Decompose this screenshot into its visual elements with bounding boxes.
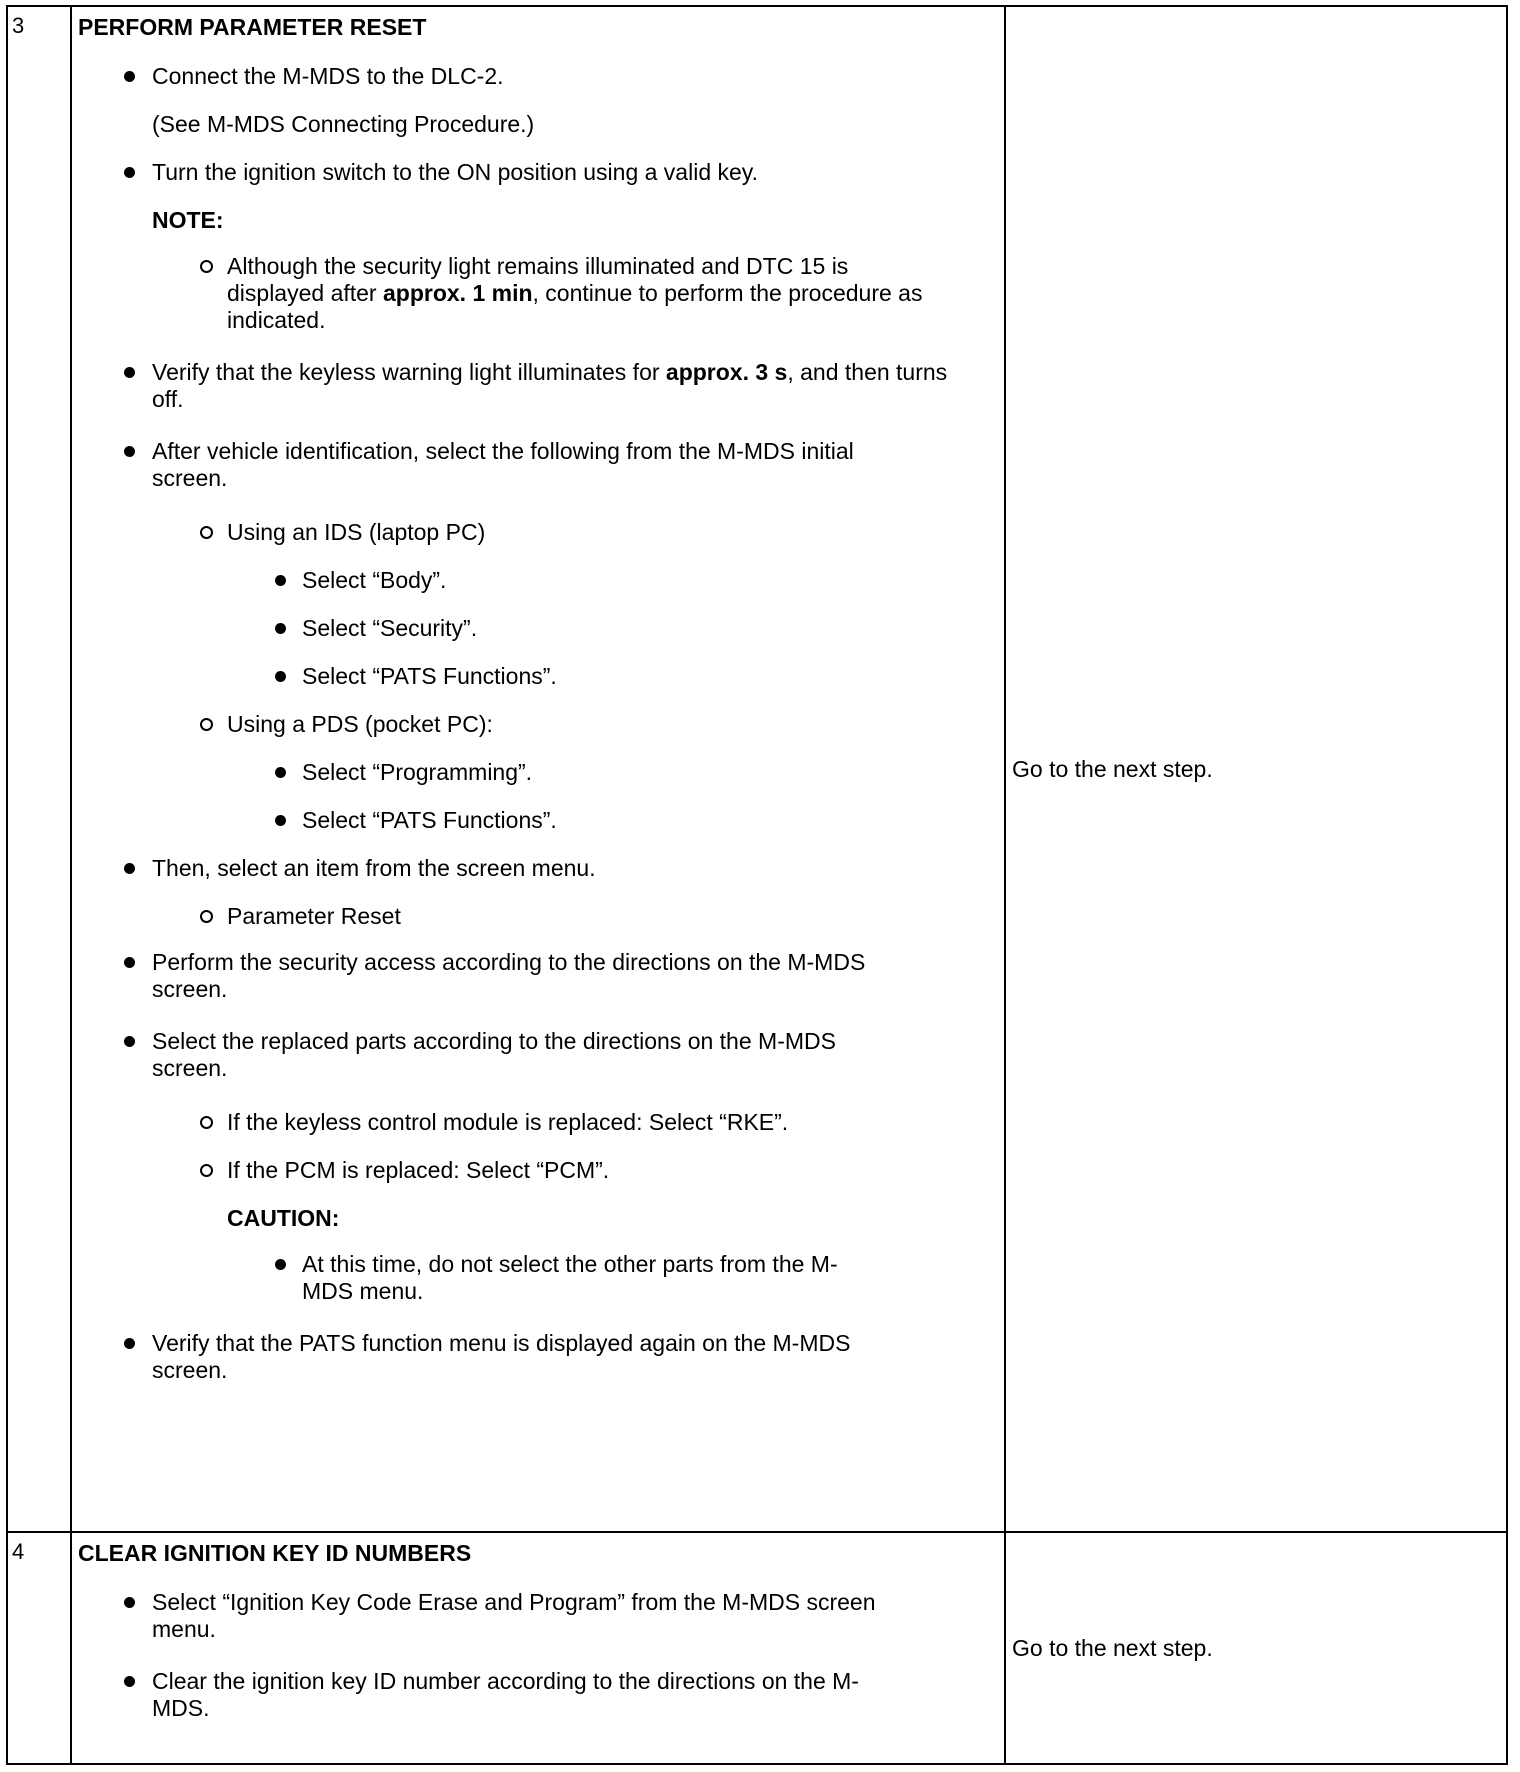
list-item: If the keyless control module is replaced: Select “RKE”.: [78, 1107, 964, 1137]
list-item: Verify that the PATS function menu is displayed again on the M-MDS screen.: [78, 1330, 964, 1384]
list-item: After vehicle identification, select the following from the M-MDS initial screen.: [78, 438, 964, 492]
step-title: PERFORM PARAMETER RESET: [78, 14, 427, 40]
bullet-icon: [124, 949, 135, 976]
list-item: Select “Ignition Key Code Erase and Program” from the M-MDS screen menu.: [78, 1589, 964, 1643]
list-item: Connect the M-MDS to the DLC-2.: [78, 61, 964, 91]
list-item: Using an IDS (laptop PC): [78, 517, 964, 547]
bullet-icon: [275, 661, 286, 691]
bullet-icon: [275, 757, 286, 787]
see-reference: (See M-MDS Connecting Procedure.): [152, 111, 535, 137]
caution-label: CAUTION:: [227, 1205, 340, 1231]
list-item: Select “Body”.: [78, 565, 964, 595]
list-item: Select “PATS Functions”.: [78, 805, 964, 835]
bullet-icon: [275, 613, 286, 643]
step-row-4: [7, 1532, 1507, 1764]
bullet-icon: [124, 1330, 135, 1357]
step-row-3: [7, 6, 1507, 1532]
circle-bullet-icon: [200, 901, 213, 931]
list-item: Parameter Reset: [78, 901, 964, 931]
list-item: Then, select an item from the screen menu.: [78, 853, 964, 883]
bullet-icon: [124, 438, 135, 465]
step-result: Go to the next step.: [1005, 1532, 1507, 1764]
list-item: Although the security light remains illuminated and DTC 15 is displayed after approx. 1 min, continue to perform the procedure as indicated.: [78, 253, 964, 334]
circle-bullet-icon: [200, 1107, 213, 1137]
list-item: Select “Security”.: [78, 613, 964, 643]
circle-bullet-icon: [200, 517, 213, 547]
step-number: 3: [7, 6, 71, 1532]
list-item: If the PCM is replaced: Select “PCM”.: [78, 1155, 964, 1185]
bullet-icon: [275, 805, 286, 835]
bullet-icon: [275, 565, 286, 595]
bullet-icon: [124, 61, 135, 91]
bullet-icon: [124, 157, 135, 187]
note-label: NOTE:: [152, 207, 224, 233]
circle-bullet-icon: [200, 709, 213, 739]
list-item: Perform the security access according to the directions on the M-MDS screen.: [78, 949, 964, 1003]
bullet-icon: [275, 1251, 286, 1278]
list-item: Clear the ignition key ID number according to the directions on the M-MDS.: [78, 1668, 964, 1722]
list-item: Select “PATS Functions”.: [78, 661, 964, 691]
bullet-icon: [124, 853, 135, 883]
list-item: Select the replaced parts according to the directions on the M-MDS screen.: [78, 1028, 964, 1082]
step-content: [71, 6, 1005, 1532]
circle-bullet-icon: [200, 253, 213, 280]
bullet-icon: [124, 1668, 135, 1695]
bullet-icon: [124, 359, 135, 386]
list-item: At this time, do not select the other parts from the M-MDS menu.: [78, 1251, 964, 1305]
step-number: 4: [7, 1532, 71, 1764]
step-content: [71, 1532, 1005, 1764]
list-item: Select “Programming”.: [78, 757, 964, 787]
list-item: Turn the ignition switch to the ON position using a valid key.: [78, 157, 964, 187]
list-item: Verify that the keyless warning light illuminates for approx. 3 s, and then turns off.: [78, 359, 964, 413]
bullet-icon: [124, 1589, 135, 1616]
circle-bullet-icon: [200, 1155, 213, 1185]
procedure-table: [6, 5, 1508, 1765]
list-item: Using a PDS (pocket PC):: [78, 709, 964, 739]
step-title: CLEAR IGNITION KEY ID NUMBERS: [78, 1540, 472, 1567]
bullet-icon: [124, 1028, 135, 1055]
step-result: Go to the next step.: [1005, 6, 1507, 1532]
